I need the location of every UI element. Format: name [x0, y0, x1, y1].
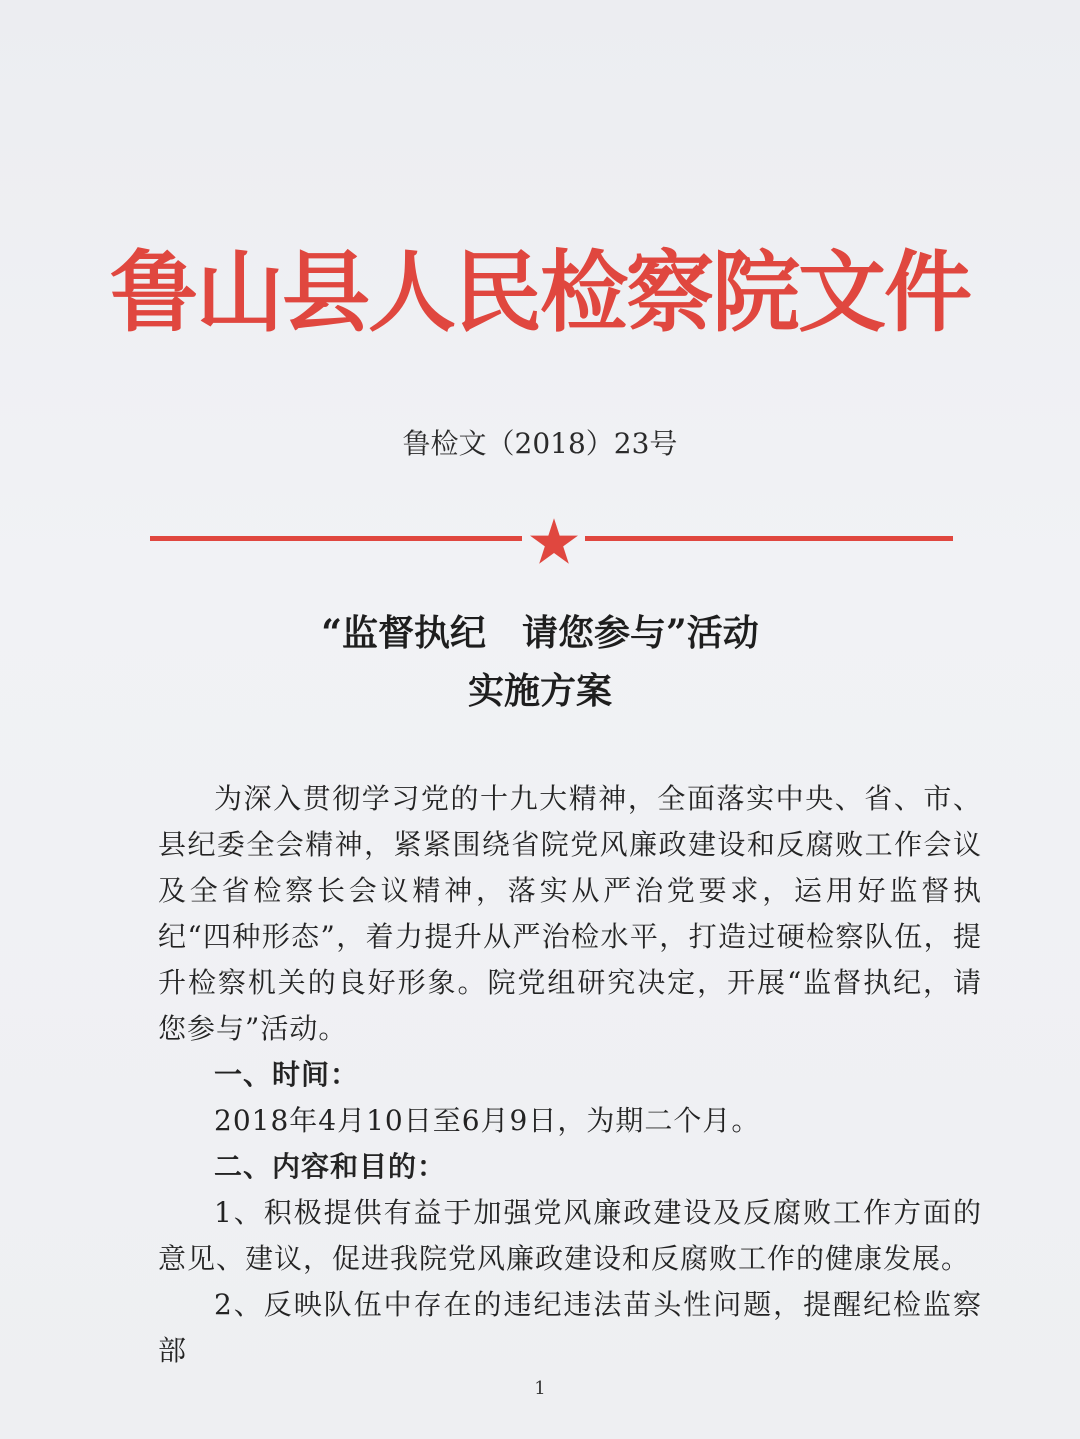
red-star-icon	[530, 518, 578, 564]
document-number: 鲁检文（2018）23号	[402, 427, 678, 460]
org-document-title: 鲁山县人民检察院文件	[109, 241, 970, 344]
content-item-2: 2、反映队伍中存在的违纪违法苗头性问题，提醒纪检监察部	[158, 1288, 982, 1367]
content-item-1: 1、积极提供有益于加强党风廉政建设及反腐败工作方面的意见、建议，促进我院党风廉政建设和反腐败工作的健康发展。	[158, 1196, 982, 1275]
plan-title: 实施方案	[467, 670, 612, 712]
section-heading-time: 一、时间：	[214, 1058, 360, 1091]
page-number: 1	[534, 1378, 546, 1399]
intro-paragraph: 为深入贯彻学习党的十九大精神，全面落实中央、省、市、县纪委全会精神，紧紧围绕省院党风廉政建设和反腐败工作会议及全省检察长会议精神，落实从严治党要求，运用好监督执纪“四种形态”，着力提升从严治检水平，打造过硬检察队伍，提升检察机关的良好形象。院党组研究决定，开展“监督执纪，请您参与”活动。	[158, 782, 982, 1045]
red-divider-left	[150, 536, 522, 541]
section-heading-content: 二、内容和目的：	[214, 1150, 447, 1183]
red-divider-right	[585, 536, 953, 541]
section-time-text: 2018年4月10日至6月9日，为期二个月。	[214, 1104, 761, 1137]
activity-title: “监督执纪 请您参与”活动	[321, 612, 759, 654]
